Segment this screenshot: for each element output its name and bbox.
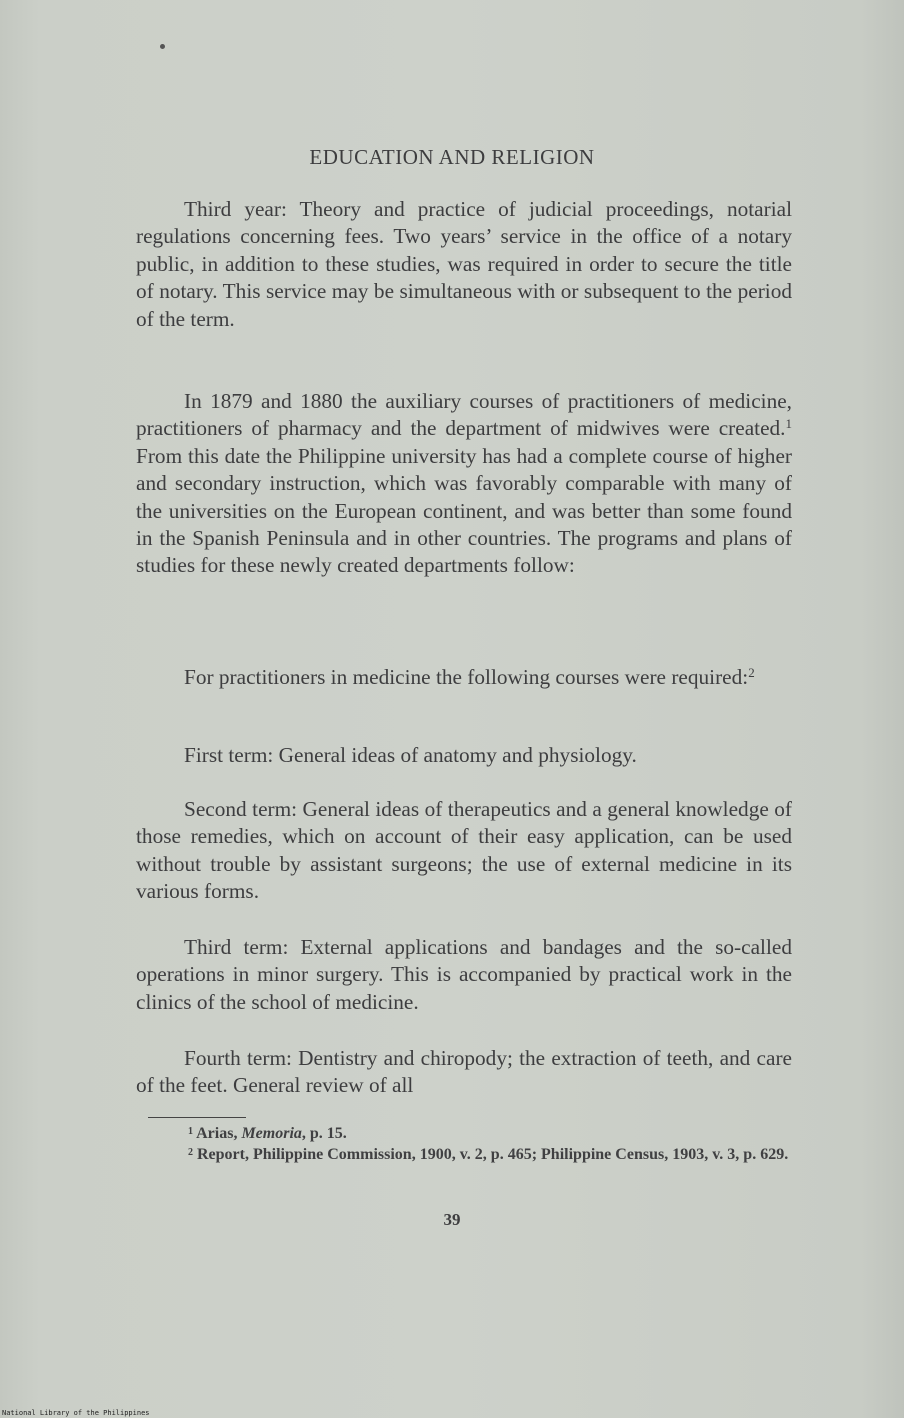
paragraph-first-term: First term: General ideas of anatomy and physiology. <box>184 743 637 767</box>
paragraph-text: For practitioners in medicine the following courses were required: <box>184 665 749 689</box>
paragraph-third-year: Third year: Theory and practice of judicial proceedings, notarial regulations concerning fees. Two years’ service in the office of a notary public, in addition to these studies, was required in order to secure the title of notary. This service may be simultaneous with or subsequent to the period of the term. <box>136 197 792 331</box>
footnotes <box>136 1122 802 1164</box>
footnote-text: Report, Philippine Commission, 1900, v. 2, p. 465; Philippine Census, 1903, v. 3, p. 629. <box>193 1146 789 1163</box>
paragraph-practitioners <box>136 664 792 691</box>
paragraph-text: In 1879 and 1880 the auxiliary courses of practitioners of medicine, practitioners of pharmacy and the department of midwives were created. <box>136 389 792 441</box>
footnote-divider <box>148 1117 246 1118</box>
footnote-number: 1 <box>188 1126 193 1137</box>
footnote-title: Memoria <box>241 1125 302 1142</box>
paragraph-fourth-term: Fourth term: Dentistry and chiropody; the extraction of teeth, and care of the feet. General review of all <box>136 1046 792 1098</box>
footnote-text: Arias, <box>193 1125 242 1142</box>
paragraph-auxiliary-courses <box>136 388 792 580</box>
paragraph-second-term: Second term: General ideas of therapeutics and a general knowledge of those remedies, which on account of their easy application, can be used without trouble by assistant surgeons; the use of external medicine in its various forms. <box>136 797 792 904</box>
footnote-ref-1: 1 <box>785 416 792 432</box>
footnote-ref-2: 2 <box>748 665 755 680</box>
footnote-text: , p. 15. <box>301 1125 347 1142</box>
library-credit: National Library of the Philippines <box>2 1409 150 1417</box>
footnote-number: 2 <box>188 1147 193 1158</box>
paragraph-third-term: Third term: External applications and bandages and the so-called operations in minor surgery. This is accompanied by practical work in the clinics of the school of medicine. <box>136 935 792 1014</box>
running-head: EDUCATION AND RELIGION <box>309 145 595 169</box>
paragraph-text: From this date the Philippine university has had a complete course of higher and secondary instruction, which was favorably comparable with many of the universities on the European continent, and was better than some found in the Spanish Peninsula and in other countries. The programs and plans of studies for these newly created departments follow: <box>136 443 792 578</box>
page-number: 39 <box>443 1210 461 1229</box>
footnote-1 <box>136 1122 802 1143</box>
ink-speck <box>160 44 165 49</box>
footnote-2 <box>136 1143 802 1164</box>
